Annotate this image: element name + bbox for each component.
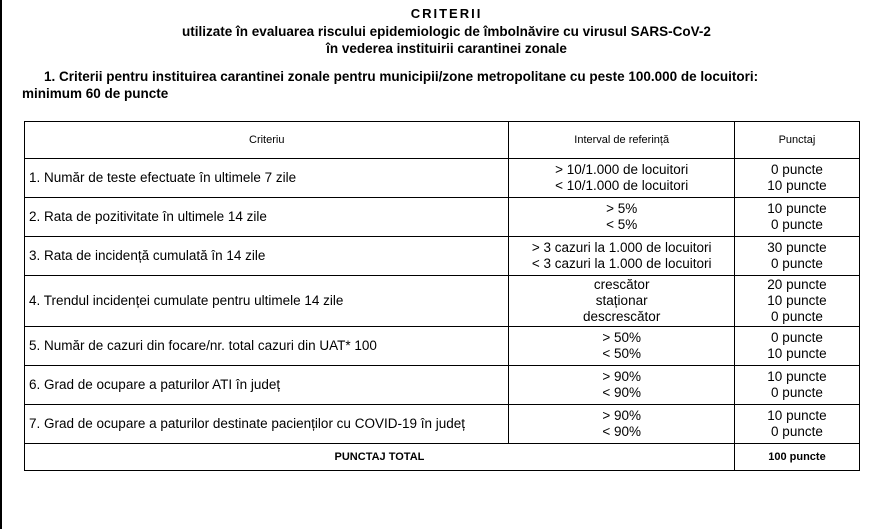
criterion-cell: 5. Număr de cazuri din focare/nr. total cazuri din UAT* 100 xyxy=(25,327,509,366)
interval-value: < 3 cazuri la 1.000 de locuitori xyxy=(531,256,712,271)
document-title: CRITERII xyxy=(410,6,483,21)
table-row xyxy=(25,198,860,237)
total-label: PUNCTAJ TOTAL xyxy=(25,444,735,471)
points-value: 0 puncte xyxy=(771,385,823,400)
points-value: 0 puncte xyxy=(771,217,823,232)
points-value: 10 puncte xyxy=(767,293,827,308)
table-total-row xyxy=(25,444,860,471)
table-row xyxy=(25,237,860,276)
points-cell xyxy=(734,159,859,198)
interval-cell xyxy=(509,366,734,405)
points-value: 30 puncte xyxy=(767,240,827,255)
interval-cell xyxy=(509,198,734,237)
criterion-cell: 3. Rata de incidență cumulată în 14 zile xyxy=(25,237,509,276)
column-header-interval: Interval de referință xyxy=(509,122,734,159)
interval-value: > 90% xyxy=(602,408,642,423)
points-value: 0 puncte xyxy=(771,424,823,439)
interval-value: < 5% xyxy=(606,217,638,232)
interval-cell xyxy=(509,327,734,366)
table-row xyxy=(25,405,860,444)
points-cell xyxy=(734,198,859,237)
document-subtitle-line-2: în vederea instituirii carantinei zonale xyxy=(326,41,567,56)
interval-value: staționar xyxy=(595,293,648,308)
column-header-criteriu: Criteriu xyxy=(25,122,509,159)
interval-value: > 90% xyxy=(602,369,642,384)
points-value: 0 puncte xyxy=(771,309,823,324)
interval-cell xyxy=(509,405,734,444)
criterion-cell: 7. Grad de ocupare a paturilor destinate pacienților cu COVID-19 în județ xyxy=(25,405,509,444)
points-value: 10 puncte xyxy=(767,408,827,423)
points-value: 20 puncte xyxy=(767,277,827,292)
interval-value: < 90% xyxy=(602,385,642,400)
table-row xyxy=(25,366,860,405)
table-header-row xyxy=(25,122,860,159)
interval-value: < 50% xyxy=(602,346,642,361)
interval-cell xyxy=(509,159,734,198)
points-value: 10 puncte xyxy=(767,178,827,193)
criterion-cell: 1. Număr de teste efectuate în ultimele 7 zile xyxy=(25,159,509,198)
section-heading xyxy=(22,68,882,102)
section-heading-line-1: 1. Criterii pentru instituirea carantinei zonale pentru municipii/zone metropolitane cu peste 100.000 de locuitori: xyxy=(44,69,759,84)
section-heading-line-2: minimum 60 de puncte xyxy=(22,86,169,101)
interval-cell xyxy=(509,237,734,276)
table-row xyxy=(25,327,860,366)
document-subtitle-line-1: utilizate în evaluarea riscului epidemiologic de îmbolnăvire cu virusul SARS-CoV-2 xyxy=(182,24,711,39)
points-cell xyxy=(734,327,859,366)
criterion-cell: 4. Trendul incidenței cumulate pentru ultimele 14 zile xyxy=(25,276,509,327)
interval-value: descrescător xyxy=(583,309,661,324)
interval-value: > 5% xyxy=(606,201,638,216)
interval-cell xyxy=(509,276,734,327)
points-value: 0 puncte xyxy=(771,162,823,177)
criterion-cell: 2. Rata de pozitivitate în ultimele 14 zile xyxy=(25,198,509,237)
interval-value: crescător xyxy=(593,277,650,292)
points-value: 0 puncte xyxy=(771,256,823,271)
points-value: 10 puncte xyxy=(767,346,827,361)
interval-value: < 90% xyxy=(602,424,642,439)
page-left-border xyxy=(0,0,2,529)
points-cell xyxy=(734,366,859,405)
points-value: 10 puncte xyxy=(767,369,827,384)
total-value: 100 puncte xyxy=(734,444,859,471)
column-header-punctaj: Punctaj xyxy=(734,122,859,159)
interval-value: < 10/1.000 de locuitori xyxy=(555,178,689,193)
table-row xyxy=(25,276,860,327)
points-value: 0 puncte xyxy=(771,330,823,345)
interval-value: > 3 cazuri la 1.000 de locuitori xyxy=(531,240,712,255)
criteria-table xyxy=(24,121,860,471)
criterion-cell: 6. Grad de ocupare a paturilor ATI în județ xyxy=(25,366,509,405)
table-row xyxy=(25,159,860,198)
points-cell xyxy=(734,237,859,276)
interval-value: > 50% xyxy=(602,330,642,345)
interval-value: > 10/1.000 de locuitori xyxy=(555,162,689,177)
points-cell xyxy=(734,276,859,327)
points-value: 10 puncte xyxy=(767,201,827,216)
points-cell xyxy=(734,405,859,444)
